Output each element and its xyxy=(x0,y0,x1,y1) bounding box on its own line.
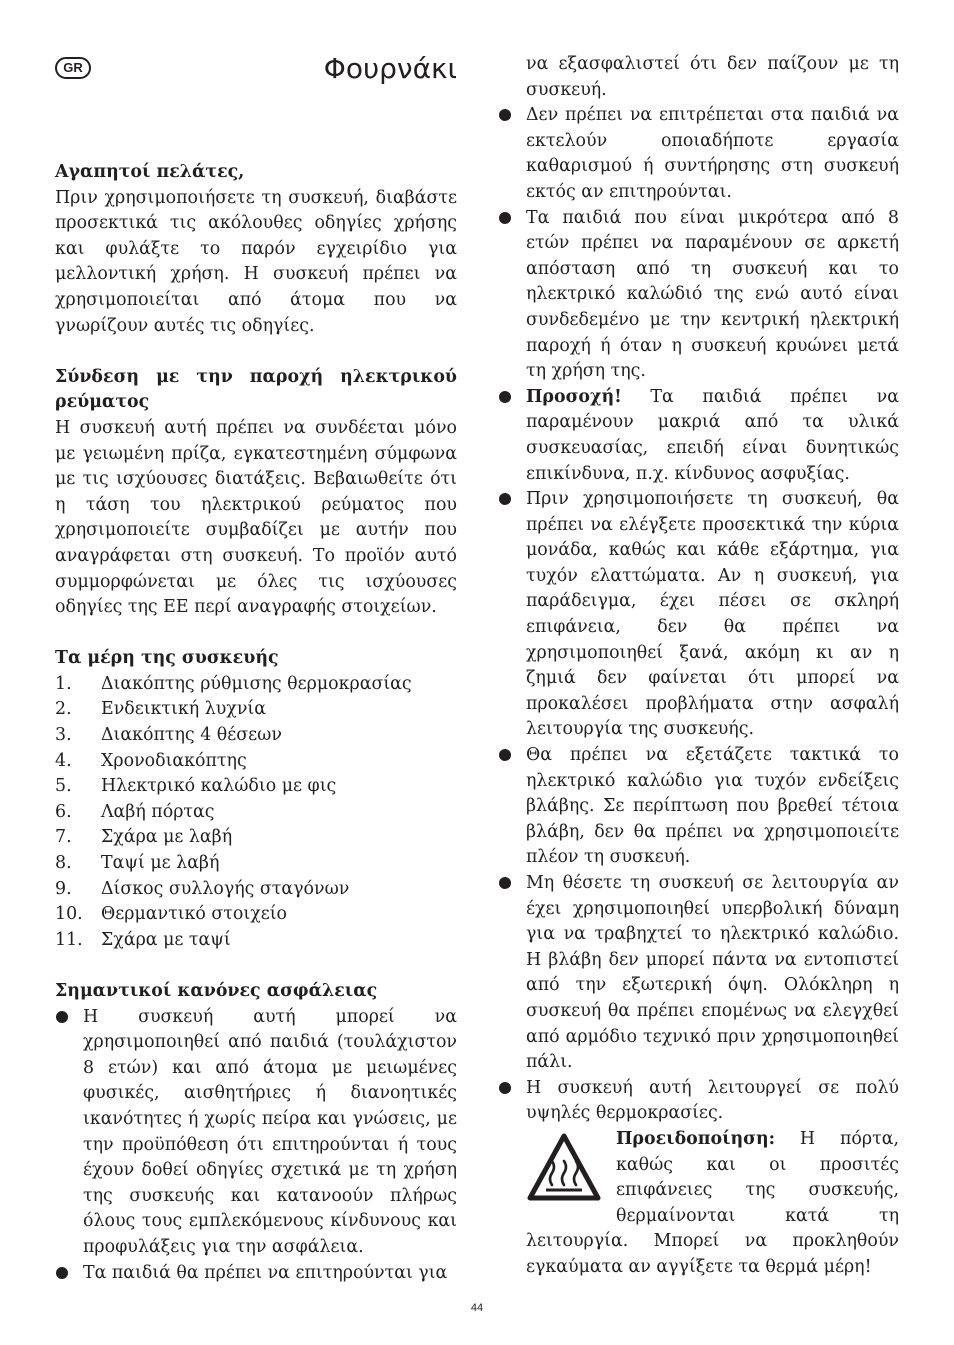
page-number: 44 xyxy=(470,1302,484,1314)
list-item: 8. Ταψί με λαβή xyxy=(55,853,220,874)
list-item: Η συσκευή αυτή λειτουργεί σε πολύ υψηλές θερμοκρασίες. xyxy=(498,1076,899,1127)
list-item: 5. Ηλεκτρικό καλώδιο με φις xyxy=(55,776,337,797)
bullet-icon xyxy=(499,212,511,224)
list-item-continuation: να εξασφαλιστεί ότι δεν παίζουν με τη συσκευή. xyxy=(526,54,899,100)
list-item: 2. Ενδεικτική λυχνία xyxy=(55,699,266,720)
hot-surface-warning-icon xyxy=(526,1131,602,1205)
bullet-icon xyxy=(499,877,511,889)
bullet-icon xyxy=(56,1267,68,1279)
safety-heading: Σημαντικοί κανόνες ασφάλειας xyxy=(55,981,378,1001)
list-item: Τα παιδιά θα πρέπει να επιτηρούνται για xyxy=(55,1261,457,1287)
bullet-icon xyxy=(56,1011,68,1023)
list-item: Προσοχή! Τα παιδιά πρέπει να παραμένουν μακριά από τα υλικά συσκευασίας, επειδή είναι δυνητικώς επικίνδυνα, π.χ. κίνδυνος ασφυξίας. xyxy=(498,385,899,487)
list-item: 7. Σχάρα με λαβή xyxy=(55,827,233,848)
title-row xyxy=(55,52,457,86)
bullet-icon xyxy=(499,493,511,505)
list-item: 9. Δίσκος συλλογής σταγόνων xyxy=(55,878,350,899)
safety-list-left xyxy=(55,1005,457,1287)
bullet-icon xyxy=(499,391,511,403)
spacer xyxy=(55,86,457,160)
list-item: Μη θέσετε τη συσκευή σε λειτουργία αν έχει χρησιμοποιηθεί υπερβολική δύναμη για να τραβηχτεί το ηλεκτρικό καλώδιο. Η βλάβη δεν μπορεί πάντα να εντοπιστεί από την εξωτερική όψη. Ολόκληρη η συσκευή θα πρέπει επομένως να ελεγχθεί από αρμόδιο τεχνικό πριν χρησιμοποιηθεί πάλι. xyxy=(498,871,899,1076)
page-title: Φουρνάκι xyxy=(323,52,457,85)
safety-list-right xyxy=(498,103,899,1127)
left-column xyxy=(55,52,457,1286)
bullet-icon xyxy=(499,749,511,761)
list-item: Δεν πρέπει να επιτρέπεται στα παιδιά να εκτελούν οποιαδήποτε εργασία καθαρισμού ή συντήρησης στη συσκευή εκτός αν επιτηρούνται. xyxy=(498,103,899,205)
list-item: Τα παιδιά που είναι μικρότερα από 8 ετών πρέπει να παραμένουν σε αρκετή απόσταση από τη συσκευή και το ηλεκτρικό καλώδιό της ενώ αυτό είναι συνδεδεμένο με την κεντρική ηλεκτρική παροχή ή όταν η συσκευή κρυώνει μετά τη χρήση της. xyxy=(498,206,899,385)
parts-list xyxy=(55,672,457,954)
right-column xyxy=(498,52,899,1281)
bullet-icon xyxy=(499,109,511,121)
connection-text: Η συσκευή αυτή πρέπει να συνδέεται μόνο με γειωμένη πρίζα, εγκατεστημένη σύμφωνα με τις ισχύουσες διατάξεις. Βεβαιωθείτε ότι η τάση του ηλεκτρικού ρεύματος που χρησιμοποιείτε συμβαδίζει με αυτήν που αναγράφεται στη συσκευή. Το προϊόν αυτό συμμορφώνεται με όλες τις ισχύουσες οδηγίες της ΕΕ περί αναγραφής στοιχείων. xyxy=(55,417,457,618)
list-item: 3. Διακόπτης 4 θέσεων xyxy=(55,725,282,746)
list-item: 1. Διακόπτης ρύθμισης θερμοκρασίας xyxy=(55,673,412,694)
list-item: Θα πρέπει να εξετάζετε τακτικά το ηλεκτρικό καλώδιο για τυχόν ενδείξεις βλάβης. Σε περίπτωση που βρεθεί τέτοια βλάβη, δεν θα πρέπει να χρησιμοποιείτε πλέον τη συσκευή. xyxy=(498,743,899,871)
warning-block xyxy=(498,1127,899,1281)
connection-heading: Σύνδεση με την παροχή ηλεκτρικού ρεύματος xyxy=(55,366,457,413)
intro-text: Πριν χρησιμοποιήσετε τη συσκευή, διαβάστε προσεκτικά τις ακόλουθες οδηγίες χρήσης και φυλάξτε το παρόν εγχειρίδιο για μελλοντική χρήση. Η συσκευή πρέπει να χρησιμοποιείται από άτομα που να γνωρίζουν αυτές τις οδηγίες. xyxy=(55,187,457,336)
list-item: 6. Λαβή πόρτας xyxy=(55,801,215,822)
parts-heading: Τα μέρη της συσκευής xyxy=(55,648,279,669)
bullet-icon xyxy=(499,1082,511,1094)
list-item: 11. Σχάρα με ταψί xyxy=(55,929,231,950)
language-badge: GR xyxy=(55,57,91,79)
list-item: Πριν χρησιμοποιήσετε τη συσκευή, θα πρέπει να ελέγξετε προσεκτικά την κύρια μονάδα, καθώς και κάθε εξάρτημα, για τυχόν ελαττώματα. Αν η συσκευή, για παράδειγμα, έχει πέσει σε σκληρή επιφάνεια, δεν θα πρέπει να χρησιμοποιηθεί ξανά, ακόμη κι αν η ζημιά δεν φαίνεται ότι μπορεί να προκαλέσει προβλήματα στην ασφαλή λειτουργία της συσκευής. xyxy=(498,487,899,743)
list-item: Η συσκευή αυτή μπορεί να χρησιμοποιηθεί από παιδιά (τουλάχιστον 8 ετών) και από άτομα με μειωμένες φυσικές, αισθητήριες ή διανοητικές ικανότητες ή χωρίς πείρα και γνώσεις, με την προϋπόθεση ότι επιτηρούνται ή τους έχουν δοθεί οδηγίες σχετικά με τη χρήση της συσκευής και κατανοούν πλήρως όλους τους εμπλεκόμενους κίνδυνους και προφυλάξεις για την ασφάλεια. xyxy=(55,1005,457,1261)
list-item: 10. Θερμαντικό στοιχείο xyxy=(55,904,288,925)
intro-heading: Αγαπητοί πελάτες, xyxy=(55,162,245,182)
warning-text: Προειδοποίηση: Η πόρτα, καθώς και οι προσιτές επιφάνειες της συσκευής, θερμαίνονται κατά τη λειτουργία. Μπορεί να προκληθούν εγκαύματα αν αγγίξετε τα θερμά μέρη! xyxy=(526,1128,899,1277)
list-item: 4. Χρονοδιακόπτης xyxy=(55,750,247,771)
